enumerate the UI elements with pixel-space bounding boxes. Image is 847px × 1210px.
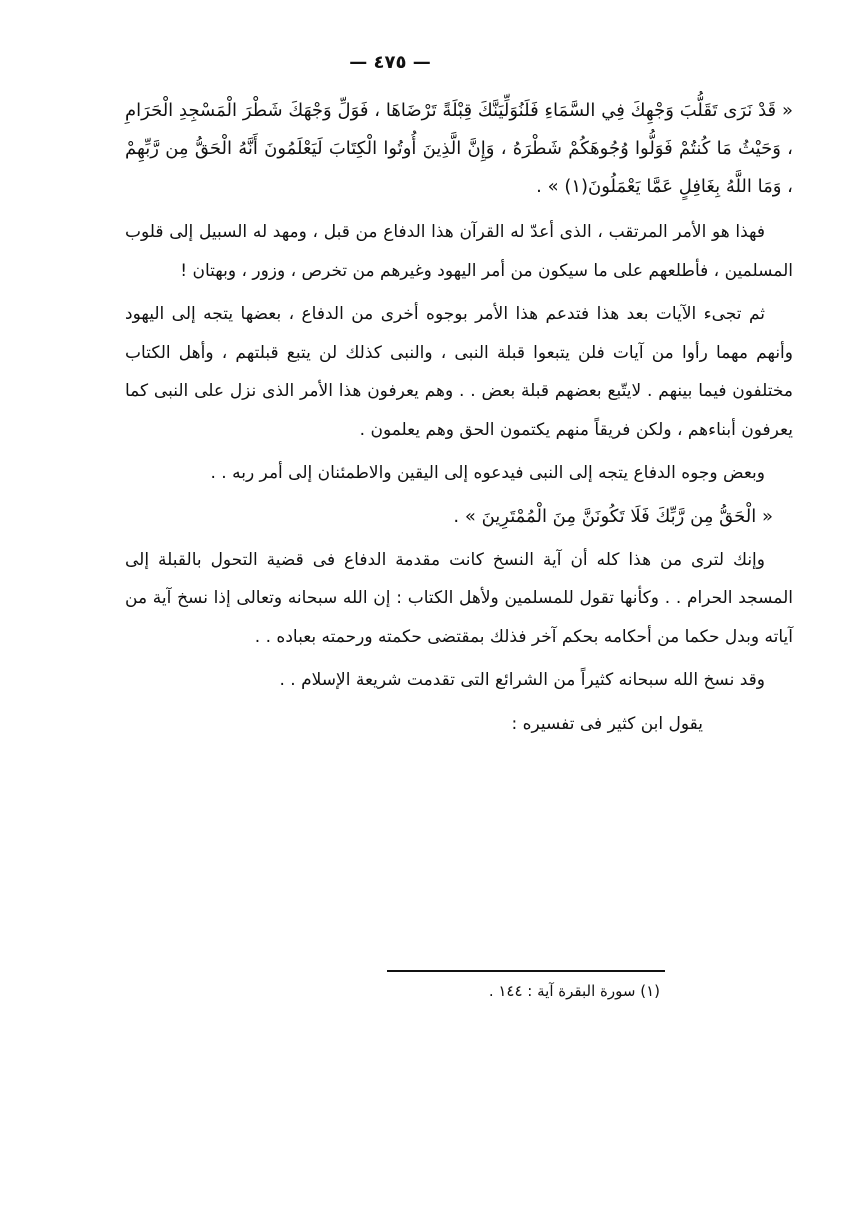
footnote-divider (387, 970, 665, 972)
quran-verse: « الْحَقُّ مِن رَّبِّكَ فَلَا تَكُونَنَّ مِنَ الْمُمْتَرِينَ » . (453, 505, 773, 527)
paragraph: ثم تجىء الآيات بعد هذا فتدعم هذا الأمر بوجوه أخرى من الدفاع ، بعضها يتجه إلى اليهود وأنهم مهما رأوا من آيات فلن يتبعوا قبلة النبى ، والنبى كذلك لن يتبع قبلتهم ، وأهل الكتاب مختلفون فيما بينهم . لايتّبع بعضهم قبلة بعض . . وهم يعرفون هذا الأمر الذى نزل على النبى كما يعرفون أبناءهم ، ولكن فريقاً منهم يكتمون الحق وهم يعلمون . (125, 304, 793, 440)
paragraph: وقد نسخ الله سبحانه كثيراً من الشرائع التى تقدمت شريعة الإسلام . . (279, 670, 765, 690)
paragraph: فهذا هو الأمر المرتقب ، الذى أعدّ له القرآن هذا الدفاع من قبل ، ومهد له السبيل إلى قلوب المسلمين ، فأطلعهم على ما سيكون من أمر اليهود وغيرهم من تخرص ، وزور ، وبهتان ! (125, 222, 793, 281)
paragraph: وبعض وجوه الدفاع يتجه إلى النبى فيدعوه إلى اليقين والاطمئنان إلى أمر ربه . . (210, 463, 765, 483)
page-body (125, 92, 793, 748)
paragraph: وإنك لترى من هذا كله أن آية النسخ كانت مقدمة الدفاع فى قضية التحول بالقبلة إلى المسجد الحرام . . وكأنها تقول للمسلمين ولأهل الكتاب : إن الله سبحانه وتعالى إذا نسخ آية من آياته وبدل حكما من أحكامه بحكم آخر فذلك بمقتضى حكمته ورحمته بعباده . . (125, 549, 793, 647)
page-number: — ٤٧٥ — (349, 52, 431, 73)
quran-verse: « قَدْ نَرَى تَقَلُّبَ وَجْهِكَ فِي السَّمَاءِ فَلَنُوَلِّيَنَّكَ قِبْلَةً تَرْضَاهَا ، فَوَلِّ وَجْهَكَ شَطْرَ الْمَسْجِدِ الْحَرَامِ ، وَحَيْثُ مَا كُنتُمْ فَوَلُّوا وُجُوهَكُمْ شَطْرَهُ ، وَإِنَّ الَّذِينَ أُوتُوا الْكِتَابَ لَيَعْلَمُونَ أَنَّهُ الْحَقُّ مِن رَّبِّهِمْ ، وَمَا اللَّهُ بِغَافِلٍ عَمَّا يَعْمَلُونَ(١) » . (125, 100, 793, 197)
footnote: (١) سورة البقرة آية : ١٤٤ . (488, 982, 660, 1000)
paragraph: يقول ابن كثير فى تفسيره : (511, 713, 703, 734)
